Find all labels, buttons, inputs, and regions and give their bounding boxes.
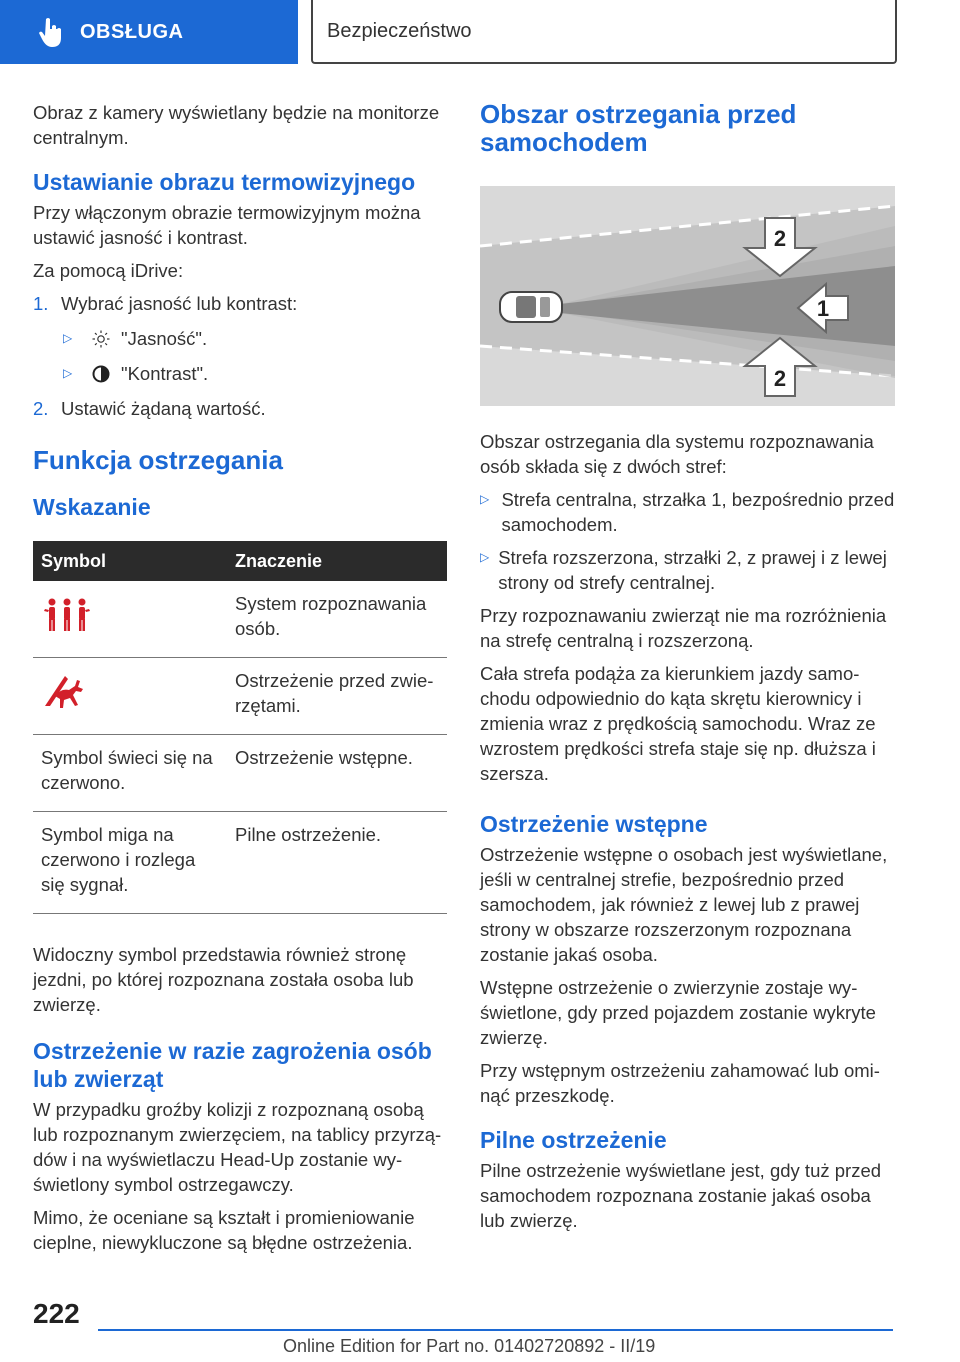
- table-cell-meaning: Pilne ostrzeżenie.: [227, 812, 447, 914]
- danger-text-1: W przypadku groźby kolizji z rozpoznaną osobą lub rozpoznanym zwierzęciem, na tablicy przyrządów i na wyświetlaczu Head-Up zostanie wyświetlony symbol ostrzegawczy.: [33, 1099, 442, 1195]
- heading-warning-function: Funkcja ostrzegania: [33, 445, 283, 475]
- heading-urgent-warning: Pilne ostrzeżenie: [480, 1127, 667, 1153]
- urgent-warning-text: Pilne ostrzeżenie wyświetlane jest, gdy tuż przed samochodem rozpoznana zostanie jakaś osoba lub zwierzę.: [480, 1160, 882, 1231]
- hand-pointer-icon: [38, 17, 64, 47]
- zone-text: Strefa centralna, strzałka 1, bezpośrednio przed samochodem.: [501, 489, 895, 535]
- step-number: 1.: [33, 293, 49, 314]
- steps-list: [33, 291, 447, 421]
- pedestrian-detection-icon: [41, 597, 93, 633]
- triangle-bullet-icon: ▷: [63, 331, 73, 345]
- page-number: 222: [33, 1298, 80, 1329]
- table-header-symbol: Symbol: [33, 541, 227, 581]
- table-cell-meaning: System rozpoznawania osób.: [227, 581, 447, 658]
- chapter-title: Bezpieczeństwo: [327, 19, 472, 42]
- option-brightness: [63, 326, 447, 351]
- table-row: [33, 735, 447, 812]
- zone-item-central: [480, 487, 895, 537]
- edition-text: Online Edition for Part no. 01402720892 - II/19: [283, 1336, 656, 1356]
- danger-text-2: Mimo, że oceniane są kształt i promieniowanie cieplne, niewykluczone są błędne ostrzeżenia.: [33, 1207, 415, 1253]
- adjust-text: Przy włączonym obrazie termowizyjnym można ustawić jasność i kontrast.: [33, 202, 421, 248]
- table-cell-meaning: Ostrzeżenie przed zwierzętami.: [227, 658, 447, 735]
- step-text: Ustawić żądaną wartość.: [61, 398, 266, 419]
- step-2: [33, 396, 447, 421]
- animals-text: Przy rozpoznawaniu zwierząt nie ma rozróżnienia na strefę centralną i rozszerzoną.: [480, 605, 887, 651]
- idrive-text: Za pomocą iDrive:: [33, 260, 184, 281]
- zone-follow-text: Cała strefa podąża za kierunkiem jazdy samochodu odpowiednio do kąta skrętu kierownicy i zmienia wraz z prędkością samochodu. Wraz ze wzrostem prędkości strefa staje się np. dłuższa i szersza.: [480, 663, 876, 784]
- pre-warning-text-2: Wstępne ostrzeżenie o zwierzynie zostaje wyświetlone, gdy przed pojazdem zostanie wykryte zwierzę.: [480, 977, 876, 1048]
- warning-area-diagram: [480, 186, 895, 406]
- left-column: [33, 100, 447, 1263]
- table-row: [33, 581, 447, 658]
- table-cell-symbol: Symbol miga na czerwono i rozlega się sygnał.: [33, 812, 227, 914]
- heading-pre-warning: Ostrzeżenie wstępne: [480, 811, 708, 837]
- step-number: 2.: [33, 398, 49, 419]
- chapter-header: [311, 0, 897, 64]
- brightness-icon: [91, 329, 111, 349]
- section-tab-label: OBSŁUGA: [80, 20, 184, 43]
- pre-warning-text-1: Ostrzeżenie wstępne o osobach jest wyświetlane, jeśli w centralnej strefie, bezpośrednio przed samochodem, jak również z lewej lub z prawej strony w obszarze rozszerzonym rozpoznana zostanie jakaś osoba.: [480, 844, 888, 965]
- area-text: Obszar ostrzegania dla systemu rozpoznawania osób składa się z dwóch stref:: [480, 431, 874, 477]
- section-tab[interactable]: [0, 0, 298, 64]
- table-cell-meaning: Ostrzeżenie wstępne.: [227, 735, 447, 812]
- table-cell-symbol: Symbol świeci się na czerwono.: [33, 735, 227, 812]
- option-label: "Kontrast".: [121, 363, 209, 384]
- contrast-icon: [91, 364, 111, 384]
- table-cell-symbol: [33, 658, 227, 735]
- option-label: "Jasność".: [121, 328, 208, 349]
- step-1: [33, 291, 447, 316]
- heading-warning-area: Obszar ostrzegania przed samochodem: [480, 99, 797, 157]
- heading-danger-warning: Ostrzeżenie w razie zagrożenia osób lub zwierząt: [33, 1038, 432, 1092]
- pre-warning-text-3: Przy wstępnym ostrzeżeniu zahamować lub ominąć przeszkodę.: [480, 1060, 880, 1106]
- option-contrast: [63, 361, 447, 386]
- after-table-text: Widoczny symbol przedstawia również stronę jezdni, po której rozpoznana została osoba lub zwierzę.: [33, 944, 414, 1015]
- zone-text: Strefa rozszerzona, strzałki 2, z prawej i z lewej strony od strefy centralnej.: [498, 547, 887, 593]
- animal-warning-icon: [41, 674, 93, 708]
- symbol-table: [33, 541, 447, 914]
- triangle-bullet-icon: ▷: [480, 550, 490, 564]
- car-icon: [500, 292, 562, 322]
- heading-adjust-image: Ustawianie obrazu termowizyjnego: [33, 169, 416, 195]
- zone-item-extended: [480, 545, 895, 595]
- table-header-row: [33, 541, 447, 581]
- table-header-meaning: Znaczenie: [227, 541, 447, 581]
- intro-text: Obraz z kamery wyświetlany będzie na monitorze centralnym.: [33, 102, 440, 148]
- triangle-bullet-icon: ▷: [480, 492, 490, 506]
- table-row: [33, 658, 447, 735]
- right-column: [480, 100, 895, 1241]
- heading-display: Wskazanie: [33, 494, 151, 520]
- arrow-1-label: 1: [816, 296, 830, 321]
- table-cell-symbol: [33, 581, 227, 658]
- step-text: Wybrać jasność lub kontrast:: [61, 293, 298, 314]
- table-row: [33, 812, 447, 914]
- triangle-bullet-icon: ▷: [63, 366, 73, 380]
- arrow-2-bottom-label: 2: [773, 366, 787, 391]
- arrow-2-top-label: 2: [773, 226, 787, 251]
- footer-divider: [98, 1329, 893, 1331]
